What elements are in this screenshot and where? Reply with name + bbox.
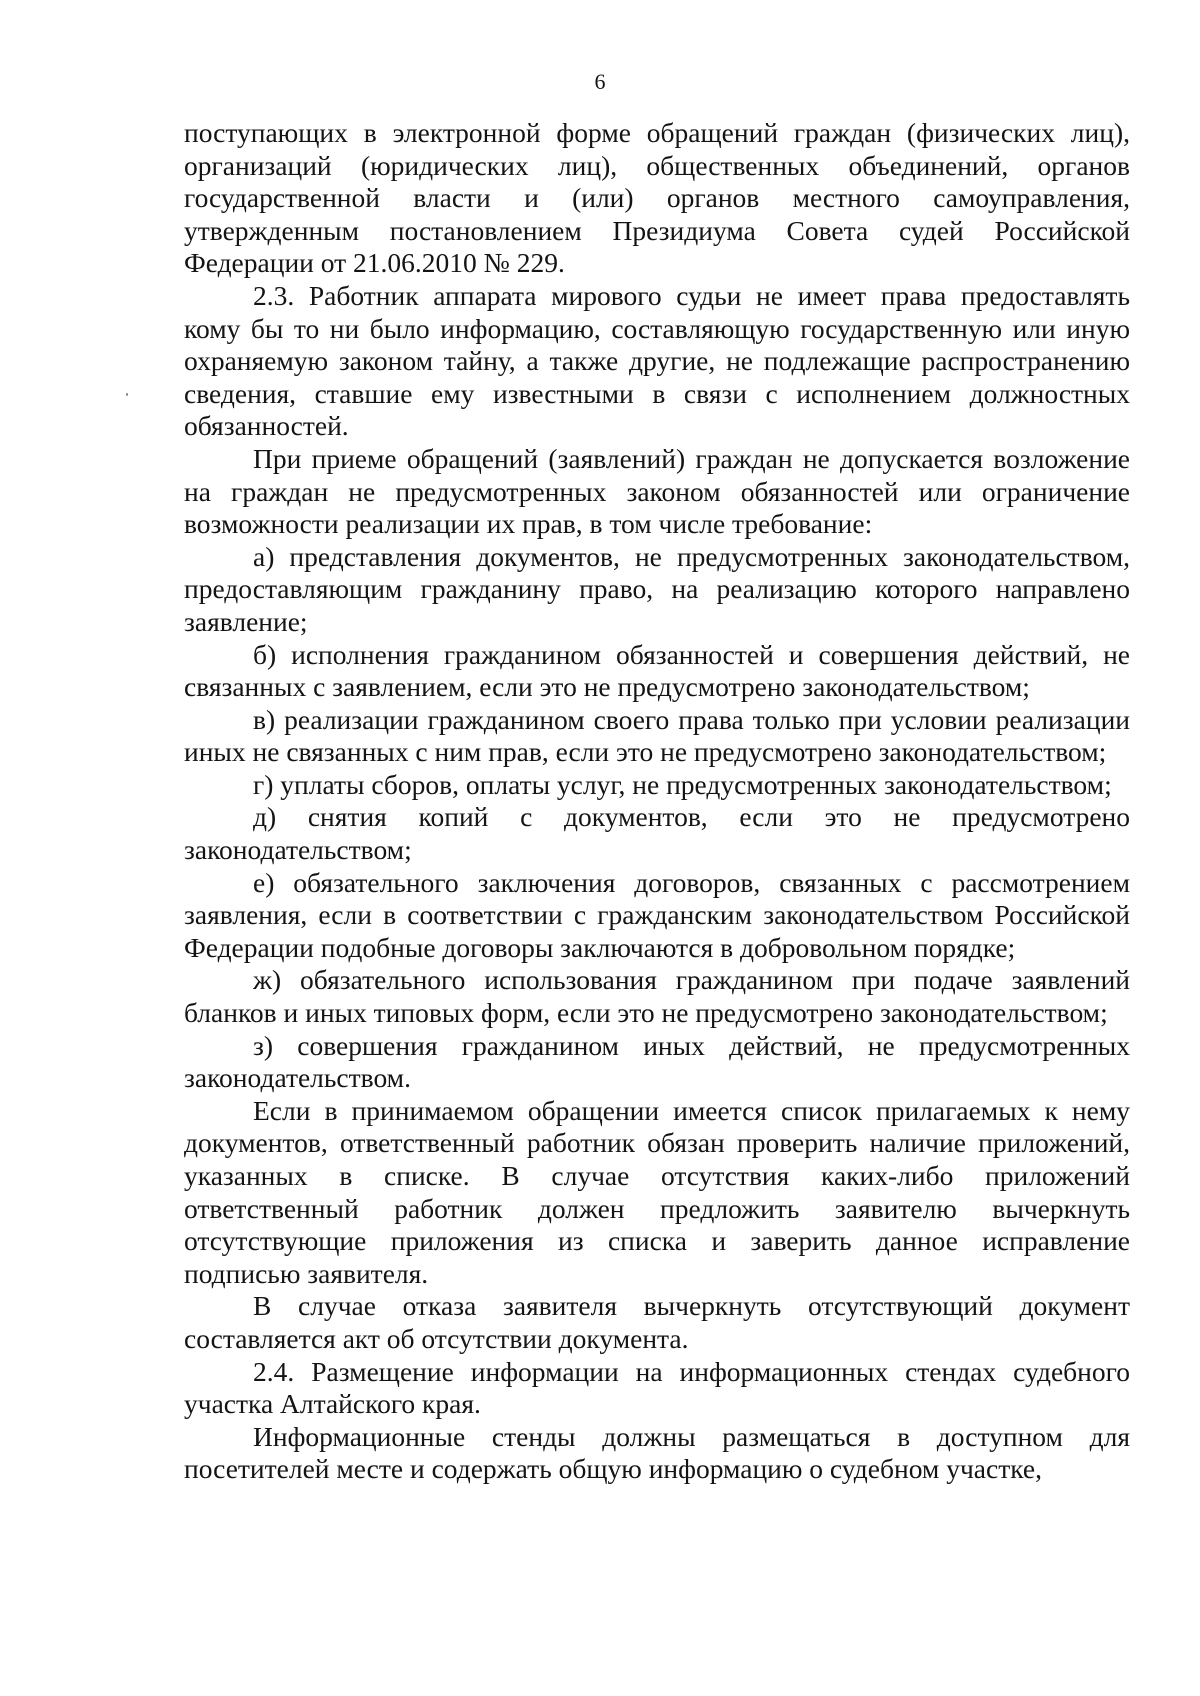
- list-item-d: д) снятия копий с документов, если это не предусмотрено законодательством;: [184, 801, 1130, 866]
- paragraph-section-2-4: 2.4. Размещение информации на информационных стендах судебного участка Алтайского края.: [184, 1355, 1130, 1420]
- page-number: 6: [594, 69, 606, 94]
- paragraph-requirements-intro: При приеме обращений (заявлений) граждан не допускается возложение на граждан не предусмотренных законом обязанностей или ограничение возможности реализации их прав, в том числе требование:: [184, 442, 1130, 540]
- paragraph-info-stands: Информационные стенды должны размещаться в доступном для посетителей месте и содержать общую информацию о судебном участке,: [184, 1420, 1130, 1485]
- list-item-g: г) уплаты сборов, оплаты услуг, не предусмотренных законодательством;: [253, 768, 1112, 800]
- paragraph-section-2-3: 2.3. Работник аппарата мирового судьи не имеет права предоставлять кому бы то ни было информацию, составляющую государственную или иную охраняемую законом тайну, а также другие, не подлежащие распространению сведения, ставшие ему известными в связи с исполнением должностных обязанностей.: [184, 279, 1130, 442]
- scan-speck: [126, 393, 128, 396]
- list-item-zh: ж) обязательного использования гражданином при подаче заявлений бланков и иных типовых форм, если это не предусмотрено законодательством;: [184, 964, 1130, 1029]
- paragraph-attachments-check: Если в принимаемом обращении имеется список прилагаемых к нему документов, ответственный работник обязан проверить наличие приложений, указанных в списке. В случае отсутствия каких-либо приложений ответственный работник должен предложить заявителю вычеркнуть отсутствующие приложения из списка и заверить данное исправление подписью заявителя.: [184, 1094, 1130, 1289]
- list-item-b: б) исполнения гражданином обязанностей и совершения действий, не связанных с заявлением, если это не предусмотрено законодательством;: [184, 638, 1130, 703]
- list-item-z: з) совершения гражданином иных действий, не предусмотренных законодательством.: [184, 1029, 1130, 1094]
- list-item-e: е) обязательного заключения договоров, связанных с рассмотрением заявления, если в соответствии с гражданским законодательством Российской Федерации подобные договоры заключаются в добровольном порядке;: [184, 866, 1130, 963]
- list-item-a: а) представления документов, не предусмотренных законодательством, предоставляющим гражданину право, на реализацию которого направлено заявление;: [184, 540, 1130, 637]
- paragraph-refusal-act: В случае отказа заявителя вычеркнуть отсутствующий документ составляется акт об отсутствии документа.: [184, 1290, 1130, 1354]
- paragraph-continuation: поступающих в электронной форме обращений граждан (физических лиц), организаций (юридических лиц), общественных объединений, органов государственной власти и (или) органов местного самоуправления, утвержденным постановлением Президиума Совета судей Российской Федерации от 21.06.2010 № 229.: [184, 117, 1130, 279]
- list-item-v: в) реализации гражданином своего права только при условии реализации иных не связанных с ним прав, если это не предусмотрено законодательством;: [184, 703, 1130, 768]
- document-body: [184, 117, 1130, 1486]
